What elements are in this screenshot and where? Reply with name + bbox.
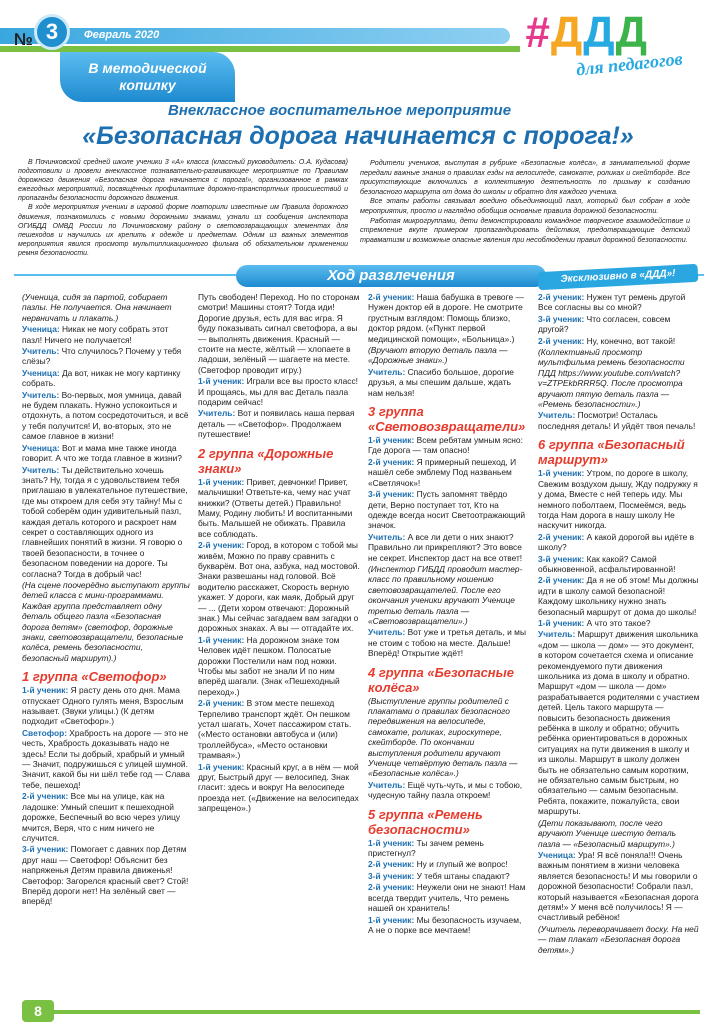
dialogue-line — [538, 314, 700, 335]
speaker-name: 2-й ученик: — [368, 292, 415, 302]
dialogue-text: Красный круг, а в нём — мой друг, Быстрый друг — велосипед. Знак гласит: здесь и вокруг На велосипеде проезда нет. («Движение на велосипедах запрещено».) — [198, 761, 359, 814]
speaker-name: 1-й ученик: — [368, 435, 415, 446]
dialogue-line — [368, 457, 528, 488]
dialogue-text: Играли все вы просто класс! И прощаясь, мы для вас Деталь пазла подарим сейчас! — [198, 376, 358, 408]
dialogue-line — [368, 532, 528, 563]
dialogue-text: Привет, девчонки! Привет, мальчишки! Ответьте-ка, чему нас учат книжки? (Ответы детей.) Правильно! Маму, Родину любить! И воспитанными быть. Малышей не обижать. Правила все соблюдать. — [198, 476, 353, 539]
dialogue-text: Ты зачем ремень пристегнул? — [368, 837, 484, 859]
speaker-name: 3-й ученик: — [22, 844, 69, 855]
speaker-name: 1-й ученик: — [198, 634, 245, 645]
dialogue-text: Что согласен, совсем другой? — [538, 313, 671, 335]
dialogue-text: Да я не об этом! Мы должны идти в школу самой безопасной! Каждому школьнику нужно знать безопасный маршрут от дома до школы! — [538, 575, 699, 617]
article-subtitle: Внеклассное воспитательное мероприятие — [168, 102, 512, 119]
dialogue-text: А что это такое? — [584, 617, 651, 628]
exclusive-tag: Эксклюзивно в «ДДД»! — [538, 264, 699, 290]
speaker-name: 2-й ученик: — [368, 882, 415, 893]
intro-paragraph: Родители учеников, выступая в рубрике «Безопасные колёса», в занимательной форме передали важные знания о правилах езды на велосипеде, самокате, роликах и скейтборде. Все присутствующие включились в коллективную деятельность по призыву к созданию безопасного маршрута от дома до школы и обратно для каждого ученика. — [360, 158, 690, 196]
speaker-name: 3-й ученик: — [368, 870, 415, 881]
dialogue-text: Мы безопасность изучаем, А не о порке все мечтаем! — [368, 914, 522, 935]
speaker-name: 2-й ученик: — [368, 456, 415, 467]
speaker-name: 2-й ученик: — [198, 540, 245, 551]
dialogue-text: Вот и появилась наша первая деталь — «Светофор». Продолжаем путешествие! — [198, 408, 355, 440]
column-2 — [198, 292, 360, 815]
issue-number: 3 — [34, 14, 70, 50]
speaker-name: Учитель: — [22, 389, 60, 400]
speaker-name: 3-й ученик: — [538, 553, 585, 564]
dialogue-text: Никак не могу собрать этот пазл! Ничего не получается! — [22, 324, 169, 345]
speaker-name: 2-й ученик: — [368, 859, 415, 870]
ddd-logo — [498, 8, 703, 78]
header-blue-band — [0, 28, 510, 44]
dialogue-line — [368, 780, 528, 801]
dialogue-text: Неужели они не знают! Нам всегда твердит учитель, Что ремень нашей он хранитель! — [368, 882, 526, 914]
header-bar — [0, 18, 520, 52]
group-heading: 4 группа «Безопасные колёса» — [368, 664, 514, 695]
group-heading: 6 группа «Безопасный маршрут» — [538, 437, 685, 468]
dialogue-line — [22, 346, 190, 367]
speaker-name: 1-й ученик: — [198, 376, 245, 387]
stage-direction: (Учитель переворачивает доску. На ней — там плакат «Безопасная дорога детям».) — [538, 923, 699, 955]
speaker-name: Учитель: — [368, 531, 406, 542]
speaker-name: 1-й ученик: — [538, 617, 585, 628]
dialogue-text: А какой дорогой вы идёте в школу? — [538, 531, 695, 553]
dialogue-line — [538, 532, 700, 553]
column-4 — [538, 292, 700, 956]
stage-direction: (Вручают вторую деталь пазла — «Дорожные знаки».) — [368, 345, 508, 366]
speaker-name: Учитель: — [368, 627, 406, 638]
dialogue-text: У тебя штаны спадают? — [414, 870, 510, 881]
speaker-name: 2-й ученик: — [538, 292, 585, 302]
rubric-line-1: В методической — [88, 60, 207, 76]
dialogue-line — [368, 292, 528, 344]
dialogue-text: В этом месте пешеход Терпеливо транспорт ждёт. Он пешком устал шагать, Хочет пассажиром стать. («Место остановки автобуса и (или) троллейбуса», «Место остановки трамвая».) — [198, 698, 352, 761]
speaker-name: 3-й ученик: — [368, 489, 415, 500]
speaker-name: 2-й ученик: — [538, 531, 585, 542]
stage-direction: (Инспектор ГИБДД проводит мастер-класс по правильному ношению световозвращателей. После его окончания ученики вручают Ученице третью деталь пазла — «Световозвращатели».) — [368, 563, 523, 626]
group-heading: 2 группа «Дорожные знаки» — [198, 445, 334, 476]
dialogue-line — [368, 367, 528, 398]
speaker-name: Ученица: — [538, 849, 576, 860]
dialogue-line — [368, 838, 528, 859]
footer-line — [40, 1010, 700, 1014]
intro-paragraph: В Починковской средней школе ученики 3 «А» класса (классный руководитель: О.А. Кудасова) подготовили и провели внеклассное познавательно-развивающее мероприятие по Правилам дорожного движения «Безопасная дорога начинается с порога!», организованное в рамках ежегодных мероприятий, посвящённых профилактике дорожно-транспортных происшествий и пропаганды безопасности дорожного движения. — [18, 159, 348, 203]
speaker-name: 1-й ученик: — [538, 468, 585, 479]
group-heading: 3 группа «Световозвращатели» — [368, 404, 526, 435]
speaker-name: 1-й ученик: — [22, 685, 69, 696]
dialogue-text: На дорожном знаке том Человек идёт пешком. Полосатые дорожки Постелили нам под ножки. Чтобы мы забот не знали И по ним вперёд шагали. (Знак «Пешеходный переход».) — [198, 634, 340, 697]
dialogue-line — [368, 859, 528, 869]
dialogue-line — [538, 629, 700, 816]
rubric-line-2: копилку — [119, 77, 176, 93]
dialogue-line — [368, 871, 528, 881]
dialogue-text: Все мы на улице, как на ладошке: Умный спешит к пешеходной дорожке, Беспечный во всю через улицу мчится, Веря, что с ним ничего не случится. — [22, 791, 181, 843]
dialogue-line — [22, 324, 190, 345]
speaker-name: Светофор: — [22, 727, 67, 738]
dialogue-text: Спасибо большое, дорогие друзья, а мы спешим дальше, ждать нам нельзя! — [368, 366, 514, 398]
speaker-name: Учитель: — [538, 629, 576, 640]
intro-paragraph: Работая микрогруппами, дети демонстрировали командное творческое взаимодействие и стремление вкупе примером пропагандировать действия, предотвращающие детский травматизм и возможные опасные явления при несоблюдении правил дорожной безопасности. — [360, 215, 690, 244]
dialogue-text: Ещё чуть-чуть, и мы с тобою, чудесную тайну пазла откроем! — [368, 779, 523, 801]
dialogue-text: Ну, конечно, вот такой! — [584, 335, 676, 346]
dialogue-text: Я примерный пешеход, И нашёл себе эмблему Под названьем «Светлячок»! — [368, 456, 517, 488]
speaker-name: Учитель: — [538, 410, 576, 421]
dialogue-line — [368, 489, 528, 531]
dialogue-text: Маршрут движения школьника «дом — школа — дом» — это документ, в котором сочетается схема и описание рекомендуемого пути движения школьника из дома в школу и обратно. Маршрут «дом — школа — дом» разрабатывается родителями с участием детей. Цель такого маршрута — повысить безопасность движения ребёнка в школу и обратно; обучить ребёнка ориентироваться в дорожных ситуациях на пути движения в школу и из школы. Маршрут в школу должен быть не обязательно самым коротким, не обязательно самым быстрым, но обязательно — самым безопасным. Ребята, покажите, пожалуйста, свои маршруты. — [538, 629, 700, 817]
dialogue-line — [538, 336, 700, 346]
dialogue-line — [368, 882, 528, 913]
section-title: Ход развлечения — [236, 265, 546, 287]
speaker-name: 1-й ученик: — [198, 476, 245, 487]
dialogue-line — [22, 443, 190, 464]
dialogue-text: Нужен тут ремень другой Все согласны вы со мной? — [538, 292, 686, 313]
speaker-name: 2-й ученик: — [22, 791, 69, 802]
dialogue-line — [538, 618, 700, 628]
dialogue-line — [368, 627, 528, 658]
dialogue-line — [22, 844, 190, 906]
speaker-name: 2-й ученик: — [538, 335, 585, 346]
dialogue-line — [198, 635, 360, 697]
stage-direction: (Выступление группы родителей с плакатами о правилах безопасного передвижения на велосипеде, самокате, роликах, гироскутере, скейтборде. По окончании выступления родители вручают Ученице четвёртую деталь пазла — «Безопасные колёса».) — [368, 695, 518, 779]
article-title: «Безопасная дорога начинается с порога!» — [82, 122, 634, 150]
dialogue-line — [538, 468, 700, 530]
dialogue-text: Что случилось? Почему у тебя слёзы? — [22, 346, 182, 367]
dialogue-text: Вот и мама мне также иногда говорит. А что же тогда главное в жизни? — [22, 442, 182, 464]
dialogue-text: Помогает с давних пор Детям друг наш — Светофор! Объяснит без напряженья Детям правила движенья! Светофор: Загорелся красный свет? Стой! Вперёд дороги нет! На зелёный свет — вперёд! — [22, 844, 189, 907]
dialogue-line — [538, 292, 700, 313]
dialogue-line — [538, 410, 700, 431]
speaker-name: Учитель: — [22, 464, 60, 475]
dialogue-text: А все ли дети о них знают? Правильно ли прикрепляют? Это вовсе не секрет. Инспектор даст на все ответ! — [368, 531, 523, 563]
column-3 — [368, 292, 528, 936]
verse-text: Путь свободен! Переход. Но по сторонам смотри! Машины стоят? Тогда иди! Дорогие друзья, есть для вас игра. Я буду показывать сигнал светофора, а вы — выполнять движения. Красный — стоите на месте, жёлтый — хлопаете в ладоши, зелёный — шагаете на месте. (Светофор проводит игру.) — [198, 292, 360, 375]
dialogue-text: Наша бабушка в тревоге — Нужен доктор ей в дороге. Не смотрите грустным взглядом: Помощь близко, доктор рядом. («Пункт первой медицинской помощи», «Больница».) — [368, 292, 524, 344]
dialogue-line — [368, 435, 528, 456]
dialogue-line — [198, 762, 360, 814]
dialogue-text: Я расту день ото дня. Мама отпускает Одного гулять меня, Взрослым называет. (Звуки улицы.) (К детям подходит «Светофор».) — [22, 685, 184, 727]
dialogue-line — [198, 698, 360, 760]
speaker-name: Учитель: — [368, 779, 406, 790]
stage-direction: (Ученица, сидя за партой, собирает пазлы. Не получается. Она начинает нервничать и плакать.) — [22, 292, 172, 323]
dialogue-line — [538, 850, 700, 923]
dialogue-line — [198, 376, 360, 407]
logo-subtitle: для педагогов — [575, 48, 684, 80]
issue-symbol: № — [14, 30, 33, 49]
dialogue-text: Ты действительно хочешь знать? Ну, тогда я с удовольствием тебя приглашаю в увлекательное путешествие, где мы откроем для себя эту тайну! Мы с тобой соберём один удивительный пазл, каждая деталь которого и раскроет нам секрет о составляющих одного из главнейших понятий в жизни. Я говорю о твоей безопасности, в точнее о безопасном поведении на дороге. Ты согласна? Тогда в добрый час! — [22, 464, 188, 579]
stage-direction: (Коллективный просмотр мультфильма ремень безопасности ПДД https://www.youtube.com/watch?v=ZTPEkbRRR5Q. После просмотра вручают пятую деталь пазла — «Ремень безопасности».) — [538, 347, 685, 410]
dialogue-text: Город, в котором с тобой мы живём, Можно по праву сравнить с букварём. Вот она, азбука, над мостовой. Знаки развешаны над головой. Всё водителю расскажет, Скорость верную укажет. У дороги, как маяк, Добрый друг — ... (Дети хором отвечают: Дорожный знак.) Мы сейчас загадаем вам загадки о дорожных знаках. А вы — отгадайте их. — [198, 540, 360, 634]
speaker-name: 1-й ученик: — [198, 761, 245, 772]
dialogue-text: Посмотри! Осталась последняя деталь! И уйдёт твоя печаль! — [538, 410, 696, 431]
dialogue-text: Как какой? Самой обыкновенной, асфальтированной! — [538, 553, 676, 574]
speaker-name: 2-й ученик: — [198, 698, 245, 709]
dialogue-line — [538, 554, 700, 575]
footer — [0, 1000, 710, 1024]
speaker-name: Учитель: — [368, 366, 406, 377]
dialogue-text: Во-первых, моя умница, давай не будем плакать. Нужно успокоиться и отдохнуть, а потом сосредоточиться, и всё у тебя получится! И, во-вторых, это не самое главное в жизни! — [22, 389, 189, 442]
dialogue-text: Пусть запомнят твёрдо дети, Верно поступает тот, Кто на одежде всегда носит Светоотражающий значок. — [368, 489, 526, 531]
speaker-name: Учитель: — [198, 408, 236, 419]
stage-direction: (Дети показывают, после чего вручают Ученице шестую деталь пазла — «Безопасный маршрут».) — [538, 817, 676, 849]
dialogue-line — [22, 390, 190, 442]
dialogue-line — [198, 477, 360, 539]
issue-date: Февраль 2020 — [84, 29, 160, 41]
dialogue-line — [22, 791, 190, 843]
dialogue-line — [538, 575, 700, 617]
column-1 — [22, 292, 190, 908]
logo-letters: #ДДД — [525, 8, 648, 57]
dialogue-text: Утром, по дороге в школу, Свежим воздухом дышу, Жду подружку я у дома, Вместе с ней теперь иду. Мы немного поболтаем, Посмеёмся, ведь тогда Нам дорога в нашу школу Не наскучит никогда. — [538, 468, 698, 531]
dialogue-line — [22, 465, 190, 579]
speaker-name: Ученица: — [22, 324, 60, 335]
dialogue-line — [198, 540, 360, 634]
dialogue-line — [198, 408, 360, 439]
group-heading: 1 группа «Светофор» — [22, 669, 167, 685]
group-heading: 5 группа «Ремень безопасности» — [368, 806, 483, 837]
dialogue-text: Вот уже и третья деталь, и мы не стоим с тобою на месте. Дальше! Вперёд! Открытие ждёт! — [368, 627, 526, 659]
intro-paragraph: Все этапы работы связывал воедино объединяющий пазл, который был собран в ходе мероприятия, просто и наглядно обобщив основные правила дорожной безопасности. — [360, 196, 690, 215]
dialogue-text: Да вот, никак не могу картинку собрать. — [22, 367, 181, 389]
intro-paragraph: В ходе мероприятия ученики в игровой форме повторили известные им Правила дорожного движения, познакомились с новыми дорожными знаками, узнали из сообщения инспектора ОГИБДД ОМВД России по Починковскому району о световозвращающих элементах для пешеходов и научились их крепить к одежде и предметам. Одним из важных элементов мероприятия явился просмотр мультипликационного фильма об обязательном применении ремня безопасности. — [18, 204, 348, 257]
dialogue-text: Ну и глупый же вопрос! — [414, 859, 508, 870]
rubric-badge — [60, 52, 235, 102]
page-number: 8 — [22, 1000, 54, 1022]
dialogue-line — [22, 728, 190, 790]
intro-left — [18, 158, 348, 258]
speaker-name: Учитель: — [22, 346, 60, 357]
speaker-name: 1-й ученик: — [368, 914, 415, 925]
speaker-name: 1-й ученик: — [368, 837, 415, 848]
speaker-name: 2-й ученик: — [538, 575, 585, 586]
dialogue-text: Храбрость на дороге — это не честь, Храбрость доказывать надо не здесь! Если ты добрый, храбрый и умный — Значит, подружишься с улицей шумной. Значит, какой бы ни шёл тебе год — Слава тебе, пешеход! — [22, 727, 190, 790]
speaker-name: 3-й ученик: — [538, 313, 585, 324]
dialogue-line — [22, 685, 190, 727]
stage-direction: (На сцене поочерёдно выступают группы детей класса с мини-программами. Каждая группа представляет одну деталь общего пазла «Безопасная дорога детям» (светофор, дорожные знаки, световозвращатели, безопасные колёса, ремень безопасности, безопасный маршрут).) — [22, 579, 190, 663]
speaker-name: Ученица: — [22, 367, 60, 378]
intro-right — [360, 158, 690, 244]
dialogue-text: Ура! Я всё поняла!!! Очень важным понятием в жизни человека является безопасность! И мы говорили о дорожной безопасности! Собрали пазл, который называется «Безопасная дорога детям!» У меня всё получилось! Я — счастливый ребёнок! — [538, 849, 699, 923]
speaker-name: Ученица: — [22, 442, 60, 453]
dialogue-text: Всем ребятам умным ясно: Где дорога — там опасно! — [368, 435, 523, 456]
dialogue-line — [22, 368, 190, 389]
dialogue-line — [368, 915, 528, 936]
